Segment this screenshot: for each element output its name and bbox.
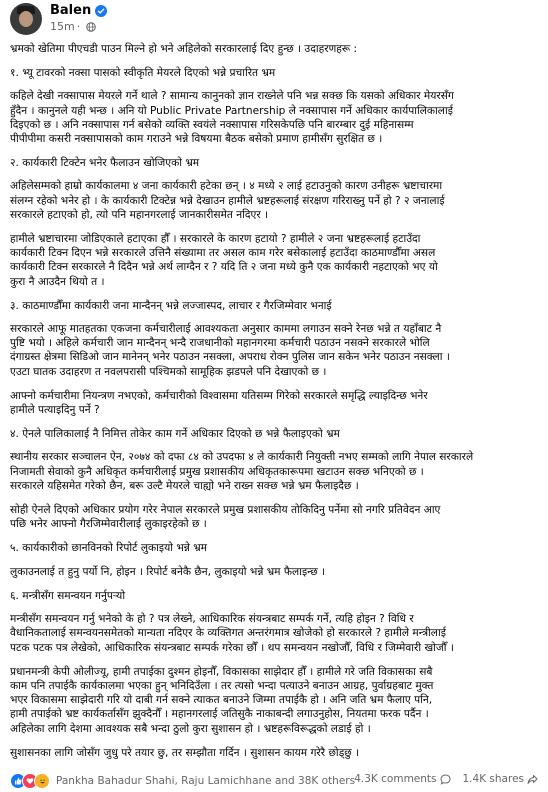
paragraph-line: सरकारले हटाएको हो, त्यो पनि महानगरलाई जानकारीसमेत नदिएर । [10,208,269,221]
comments-count[interactable]: 4.3K comments [354,773,450,785]
paragraph-line: कुरा नै आउदैन थियो त । [10,275,105,288]
paragraph-line: वैधानिकतालाई समन्वयनसमेतको मान्यता नदिएर के व्यक्तिगत अन्तरंगमात्र खोजेको हो सरकारले ? हामीले मन्त्रीलाई [10,627,446,640]
shares-count[interactable]: 1.4K shares [463,773,539,785]
paragraph-line: दिइएको छ । अनि नक्सापास गर्न बसेको व्यक्ति स्वयंले नक्सापास गरिसकेपछि पनि बारम्बार दुई महिनासम्म [10,118,414,131]
post-meta: 15m · [50,20,96,33]
post-paragraph [10,389,540,417]
paragraph-line: हामीले भ्रष्टाचारमा जोडिएकाले हटाएका हौँ । सरकारले के कारण हटायो ? हामीले २ जना भ्रष्टहरूलाई हटाउँदा [10,233,421,246]
paragraph-line: सोही ऐनले दिएको अधिकार प्रयोग गरेर नेपाल सरकारले प्रमुख प्रशासकीय तोकिदिनु पर्नेमा सो नगरि प्रतिवेदन आए [10,504,441,517]
reactions-label: Pankha Bahadur Shahi, Raju Lamichhane and 38K others [56,775,356,787]
post-paragraph [10,503,540,531]
post-time[interactable]: 15m [50,20,75,33]
paragraph-line: पछि भनेर आफ्नो गैरजिम्मेवारीलाई लुकाइरहेको छ । [10,518,207,531]
paragraph-line: एउटा घातक उदाहरण त नवलपरासी पश्चिमको सामूहिक झडपले पनि देखाएको छ । [10,365,327,378]
engagement-counts [354,773,538,785]
paragraph-line: सुशासनका लागि जोसँग जुधु परे तयार छु, तर सम्झौता गर्दिन । सुशासन कायम गरेरै छोड्छु । [10,746,360,759]
paragraph-line: भएर विकासमा साझेदारी गरि यो दाबी गर्न सक्ने त्याकत बनाउने जिम्मा तपाईकै हो । अनि जति भ्रम फैलाए पनि, [10,694,433,707]
paragraph-line: हुँदैन । कानुनले यही भन्छ । अनि यो Public Private Partnership ले नक्सापास गर्ने अधिकार कार्यपालिकालाई [10,104,453,117]
comment-icon [440,774,451,785]
author-row [50,3,107,18]
section-heading: २. कार्यकारी टिक्टेन भनेर फैलाउन खोजिएको भ्रम [10,157,200,170]
paragraph-line: कहिले देखी नक्सापास मेयरले गर्ने थाले ? सामान्य कानुनको ज्ञान राख्नेले पनि भन्न सक्छ कि यसको अधिकार मेयरसँग [10,90,454,103]
share-icon [527,774,538,785]
post-paragraph [10,179,540,222]
paragraph-line: हामी तपाईको भ्रष्ट कार्यकर्तासँग झुक्दैनौँ । महानगरलाई जतिसुकै नाकाबन्दी लगाउनुहोस, नियतमा फरक पर्दैन । [10,708,429,721]
avatar[interactable] [10,3,42,35]
paragraph-line: लुकाउनलाई त हुनु पर्यो नि, होइन । रिपोर्ट बनेकै छैन, लुकाइयो भन्ने भ्रम फैलाइन्छ । [10,565,326,578]
haha-icon [34,773,50,789]
paragraph-line: अहिलेसम्मको हाम्रो कार्यकालमा ४ जना कार्यकारी हटेका छन् । ४ मध्ये २ लाई हटाउनुको कारण उनीहरू भ्रष्टाचारमा [10,180,443,193]
post-paragraph [10,322,540,379]
post-paragraph [10,565,540,579]
paragraph-line: अहिलेका लागि देशमा आवश्यक सबै भन्दा ठुलो कुरा सुशासन हो । भ्रष्टहरूविरूद्धको लडाई हो । [10,722,371,735]
post-intro: भ्रमको खेतिमा पीएचडी पाउन मिल्ने हो भने अहिलेको सरकारलाई दिए हुन्छ । उदाहरणहरू : [10,43,358,55]
paragraph-line: मन्त्रीसँग समन्वयन गर्नु भनेको के हो ? पत्र लेख्ने, आधिकारिक संयन्त्रबाट सम्पर्क गर्ने, त्यहि होइन ? विधि र [10,613,414,626]
paragraph-line: स्थानीय सरकार सञ्चालन ऐन, २०७४ को दफा ८४ को उपदफा ४ ले कार्यकारी नियुक्ती नभए सम्मको लागि नेपाल सरकारले [10,451,474,464]
paragraph-line: सरकारले आफू मातहतका एकजना कर्मचारीलाई आवश्यकता अनुसार काममा लगाउन सक्ने रेनछ भन्ने त यहाँबाट नै [10,323,442,336]
post-header [0,0,548,40]
paragraph-line: निजामती सेवाको कुनै अधिकृत कर्मचारीलाई प्रमुख प्रशासकीय अधिकृतकारूपमा खटाउन सक्छ भनिएको छ । [10,465,424,478]
paragraph-line: पीपीपीमा कसरी नक्सापासको काम गराउने भन्ने विषयमा बैठक बसेको प्रमाण हामीसँग सुरक्षित छ । [10,133,383,146]
paragraph-line: काम पनि तपाईकै कार्यकालमा भएका हुन् भनिदिउँला । तर त्यसो भन्दा पत्याउने बनाउन आग्रह, पुर्वाग्रहबाट मुक्त [10,679,434,692]
section-heading: ५. कार्यकारीको छानविनको रिपोर्ट लुकाइयो भन्ने भ्रम [10,542,207,555]
paragraph-line: कार्यकारी टिक्न सरकारले नै दिदैन भन्ने अर्थ लाग्दैन र ? यदि ति २ जना मध्ये कुनै एक कार्यकारी नहटाएको भए यो [10,261,438,274]
paragraph-line: हामीले पत्याइदिनु पर्ने ? [10,404,100,417]
post-paragraph [10,612,540,655]
post-paragraph [10,89,540,146]
post-paragraph [10,746,540,760]
post-paragraph [10,665,540,736]
globe-icon [86,22,96,32]
paragraph-line: संलग्न रहेको भनेर हो । के कार्यकारी टिक्टेन्न भन्ने देखाउन हामीले भ्रष्टहरूलाई संरक्षण गरिराख्नु पर्ने हो ? २ जनालाई [10,194,445,207]
reactions-summary[interactable] [10,773,355,789]
paragraph-line: कार्यकारी टिक्न दिएन भन्ने सरकारले उत्तिनै संख्यामा तर असल काम गरेर बसेकालाई हटाउँदा काठमाण्डौँमा असल [10,247,436,260]
section-heading: ४. ऐनले पालिकालाई नै निमित्त तोकेर काम गर्ने अधिकार दिएको छ भन्ने फैलाइएको भ्रम [10,428,340,441]
section-heading: ३. काठमाण्डौँमा कार्यकारी जना मान्दैनन् भन्ने लज्जास्पद, लाचार र गैरजिम्मेवार भनाई [10,299,332,312]
section-heading: १. भ्यू टावरको नक्सा पासको स्वीकृति मेयरले दिएको भन्ने प्रचारित भ्रम [10,67,276,80]
post-footer [0,768,548,792]
post-paragraph [10,232,540,289]
paragraph-line: पटक पटक पत्र लेखेको, आधिकारिक संयन्त्रबाट सम्पर्क गरेका छौँ । थप समन्वयन नखोजौँ, विधि र जिम्मेवारी खोजौँ । [10,641,454,654]
paragraph-line: दंगाग्रस्त क्षेत्रमा सिडिओ जान मानेनन् भनेर पठाउन नसक्ला, अपराध रोक्न पुलिस जान सकेन भनेर पठाउन नसक्ला । [10,351,450,364]
author-name[interactable]: Balen [50,3,92,18]
paragraph-line: प्रधानमन्त्री केपी ओलीज्यू, हामी तपाईका दुश्मन होइनौँ, विकासका साझेदार हौँ । हामीले गरे जति विकासका सबै [10,665,433,678]
verified-icon [95,5,107,17]
post-paragraph [10,450,540,493]
paragraph-line: आफ्नो कर्मचारीमा नियन्त्रण नभएको, कर्मचारीको विश्वासमा यतिसम्म गिरेको सरकारले समृद्धि ल्याइदिन्छ भनेर [10,389,428,402]
section-heading: ६. मन्त्रीसँग समन्वयन गर्नुपर्‍यो [10,589,126,602]
paragraph-line: सरकारले यहिसमेत गरेको छैन, बरू उल्टै मेयरले चाह्यो भने राख्न सक्छ भन्ने भ्रम फैलाइदैछ । [10,479,359,492]
paragraph-line: पुष्टि भयो । अहिले कर्मचारी जान मान्दैनन् भन्दै राजधानीको महानगरमा कर्मचारी पठाउन नसक्ने सरकारले भोलि [10,337,430,350]
post-body [10,42,540,770]
